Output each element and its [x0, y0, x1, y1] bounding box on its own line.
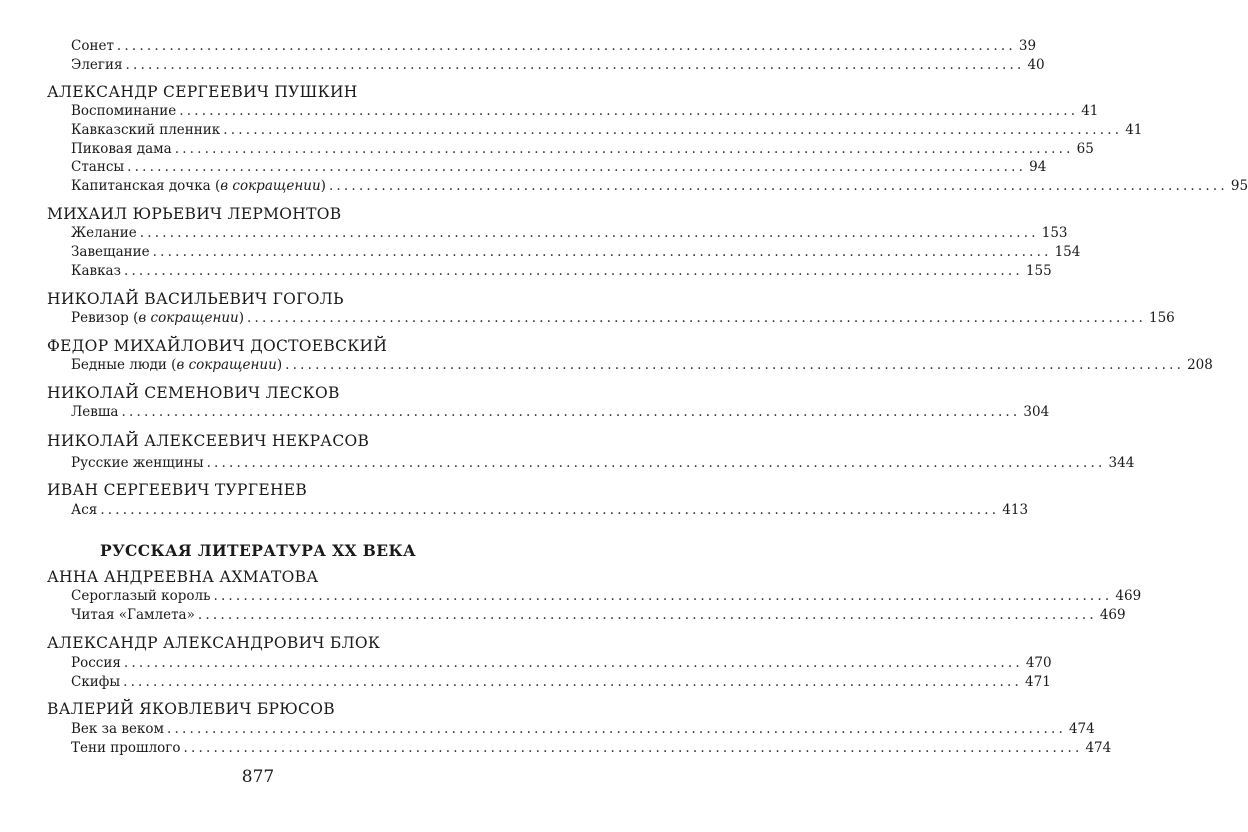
dot-leader: ........................................................................................................................ — [121, 404, 1021, 420]
toc-entry — [71, 607, 1126, 626]
entry-title: Кавказский пленник — [71, 122, 221, 138]
entry-title-text: Бедные люди — [71, 357, 167, 373]
dot-leader: ........................................................................................................................ — [183, 740, 1083, 756]
dot-leader: ........................................................................................................................ — [285, 357, 1185, 373]
toc-entry — [71, 655, 1052, 674]
author-heading: МИХАИЛ ЮРЬЕВИЧ ЛЕРМОНТОВ — [47, 205, 342, 223]
section-heading: РУССКАЯ ЛИТЕРАТУРА XX ВЕКА — [100, 541, 416, 560]
author-heading: ФЕДОР МИХАЙЛОВИЧ ДОСТОЕВСКИЙ — [47, 337, 388, 355]
entry-page: 344 — [1108, 455, 1135, 471]
author-heading: НИКОЛАЙ СЕМЕНОВИЧ ЛЕСКОВ — [47, 384, 340, 402]
entry-page: 208 — [1187, 357, 1213, 373]
dot-leader: ........................................................................................................................ — [167, 721, 1066, 737]
toc-entry — [71, 357, 1213, 376]
author-heading: АЛЕКСАНДР АЛЕКСАНДРОВИЧ БЛОК — [47, 634, 381, 652]
dot-leader: ........................................................................................................................ — [174, 141, 1074, 157]
entry-page: 153 — [1041, 225, 1068, 241]
dot-leader: ........................................................................................................................ — [100, 502, 1000, 518]
entry-title: Ревизор (в сокращении) — [71, 310, 245, 326]
entry-title: Сонет — [71, 38, 114, 54]
entry-title: Левша — [71, 404, 119, 420]
entry-title: Элегия — [71, 57, 123, 73]
entry-page: 95 — [1230, 178, 1248, 194]
entry-note: в сокращении — [138, 310, 239, 326]
dot-leader: ........................................................................................................................ — [152, 244, 1052, 260]
dot-leader: ........................................................................................................................ — [213, 588, 1113, 604]
toc-entry — [71, 455, 1135, 474]
author-heading: АЛЕКСАНДР СЕРГЕЕВИЧ ПУШКИН — [47, 83, 358, 101]
entry-note: в сокращении — [176, 357, 277, 373]
toc-entry — [71, 159, 1047, 178]
entry-note: в сокращении — [220, 178, 321, 194]
dot-leader: ........................................................................................................................ — [123, 674, 1023, 690]
dot-leader: ........................................................................................................................ — [123, 655, 1023, 671]
entry-title: Завещание — [71, 244, 150, 260]
entry-title: Читая «Гамлета» — [71, 607, 195, 623]
entry-title: Русские женщины — [71, 455, 204, 471]
entry-title: Капитанская дочка (в сокращении) — [71, 178, 326, 194]
toc-entry — [71, 103, 1099, 122]
entry-title: Стансы — [71, 159, 125, 175]
entry-page: 413 — [1002, 502, 1029, 518]
entry-page: 39 — [1018, 38, 1037, 54]
dot-leader: ........................................................................................................................ — [123, 263, 1023, 279]
entry-page: 94 — [1029, 159, 1047, 175]
dot-leader: ........................................................................................................................ — [223, 122, 1123, 138]
toc-entry — [71, 740, 1112, 759]
toc-entry — [71, 244, 1081, 263]
entry-title: Воспоминание — [71, 103, 177, 119]
toc-entry — [71, 502, 1029, 521]
entry-title: Тени прошлого — [71, 740, 181, 756]
entry-page: 154 — [1054, 244, 1081, 260]
toc-entry — [71, 674, 1051, 693]
toc-entry — [71, 225, 1068, 244]
toc-entry — [71, 588, 1142, 607]
toc-entry — [71, 404, 1050, 423]
dot-leader: ........................................................................................................................ — [197, 607, 1097, 623]
dot-leader: ........................................................................................................................ — [116, 38, 1016, 54]
dot-leader: ........................................................................................................................ — [139, 225, 1039, 241]
toc-entry — [71, 141, 1094, 160]
dot-leader: ........................................................................................................................ — [179, 103, 1079, 119]
author-heading: ИВАН СЕРГЕЕВИЧ ТУРГЕНЕВ — [47, 481, 308, 499]
dot-leader: ........................................................................................................................ — [206, 455, 1106, 471]
entry-title: Скифы — [71, 674, 121, 690]
entry-page: 40 — [1027, 57, 1045, 73]
entry-page: 470 — [1025, 655, 1052, 671]
entry-page: 41 — [1081, 103, 1099, 119]
author-heading: НИКОЛАЙ АЛЕКСЕЕВИЧ НЕКРАСОВ — [47, 432, 370, 450]
entry-title-text: Капитанская дочка — [71, 178, 211, 194]
toc-entry — [71, 178, 1248, 197]
entry-page: 469 — [1115, 588, 1142, 604]
entry-page: 156 — [1148, 310, 1175, 326]
dot-leader: ........................................................................................................................ — [247, 310, 1146, 326]
entry-page: 155 — [1025, 263, 1052, 279]
entry-page: 41 — [1125, 122, 1143, 138]
entry-title: Желание — [71, 225, 137, 241]
toc-entry — [71, 721, 1095, 740]
author-heading: НИКОЛАЙ ВАСИЛЬЕВИЧ ГОГОЛЬ — [47, 290, 344, 308]
entry-title: Россия — [71, 655, 121, 671]
toc-entry — [71, 57, 1045, 76]
toc-entry — [71, 310, 1175, 329]
author-heading: ВАЛЕРИЙ ЯКОВЛЕВИЧ БРЮСОВ — [47, 700, 335, 718]
entry-title: Бедные люди (в сокращении) — [71, 357, 283, 373]
entry-page: 65 — [1076, 141, 1094, 157]
toc-entry — [71, 263, 1052, 282]
entry-title-text: Ревизор — [71, 310, 129, 326]
dot-leader: ........................................................................................................................ — [125, 57, 1025, 73]
entry-page: 469 — [1099, 607, 1126, 623]
entry-page: 474 — [1068, 721, 1095, 737]
entry-page: 304 — [1023, 404, 1050, 420]
toc-entry — [71, 38, 1037, 57]
page-number: 877 — [241, 767, 275, 787]
entry-page: 474 — [1085, 740, 1112, 756]
entry-title: Век за веком — [71, 721, 164, 737]
entry-title: Сероглазый король — [71, 588, 211, 604]
toc-entry — [71, 122, 1143, 141]
entry-title: Пиковая дама — [71, 141, 172, 157]
entry-title: Кавказ — [71, 263, 121, 279]
author-heading: АННА АНДРЕЕВНА АХМАТОВА — [47, 568, 319, 586]
dot-leader: ........................................................................................................................ — [328, 178, 1228, 194]
entry-page: 471 — [1025, 674, 1051, 690]
dot-leader: ........................................................................................................................ — [127, 159, 1027, 175]
entry-title: Ася — [71, 502, 98, 518]
